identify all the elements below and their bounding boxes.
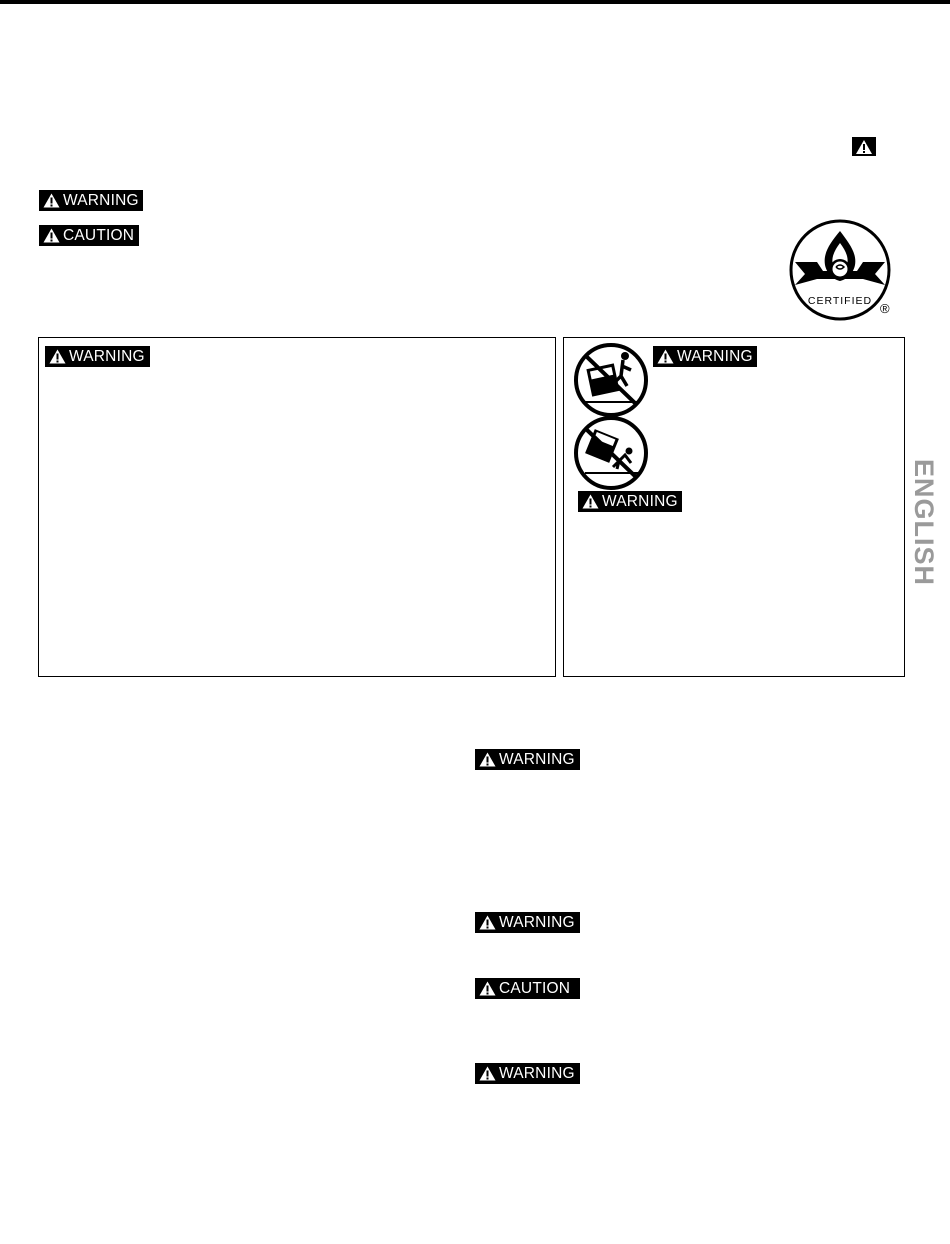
warning-triangle-icon — [657, 349, 674, 364]
top-rule — [0, 0, 950, 4]
badge-label: CAUTION — [499, 979, 571, 997]
badge-label: WARNING — [499, 750, 575, 768]
warning-triangle-icon — [479, 981, 496, 996]
warning-triangle-icon — [852, 137, 876, 156]
language-tab — [906, 458, 940, 586]
warning-badge-right-box-bottom — [578, 491, 682, 512]
caution-badge-header — [39, 225, 139, 246]
registered-mark: ® — [880, 301, 890, 316]
badge-label: WARNING — [499, 1064, 575, 1082]
language-tab-label: ENGLISH — [908, 458, 939, 586]
logo-text: CERTIFIED — [807, 295, 873, 307]
warning-box-left — [38, 337, 556, 677]
badge-label: WARNING — [63, 191, 139, 209]
warning-triangle-icon — [43, 193, 60, 208]
warning-badge-lower-3 — [475, 1063, 580, 1084]
badge-label: CAUTION — [63, 226, 135, 244]
badge-label: WARNING — [499, 913, 575, 931]
warning-badge-header — [39, 190, 143, 211]
warning-badge-lower-1 — [475, 749, 580, 770]
warning-triangle-icon — [479, 752, 496, 767]
warning-triangle-icon — [582, 494, 599, 509]
caution-badge-lower — [475, 978, 580, 999]
warning-badge-left-box — [45, 346, 150, 367]
warning-triangle-icon — [479, 915, 496, 930]
badge-label: WARNING — [677, 347, 753, 365]
warning-triangle-icon — [49, 349, 66, 364]
warning-badge-right-box-top — [653, 346, 757, 367]
badge-label: WARNING — [602, 492, 678, 510]
warning-triangle-icon — [43, 228, 60, 243]
warning-badge-lower-2 — [475, 912, 580, 933]
badge-label: WARNING — [69, 347, 145, 365]
range-tip-over-prohibited-icon — [573, 415, 649, 491]
warning-triangle-icon — [479, 1066, 496, 1081]
child-on-door-prohibited-icon — [573, 342, 649, 418]
